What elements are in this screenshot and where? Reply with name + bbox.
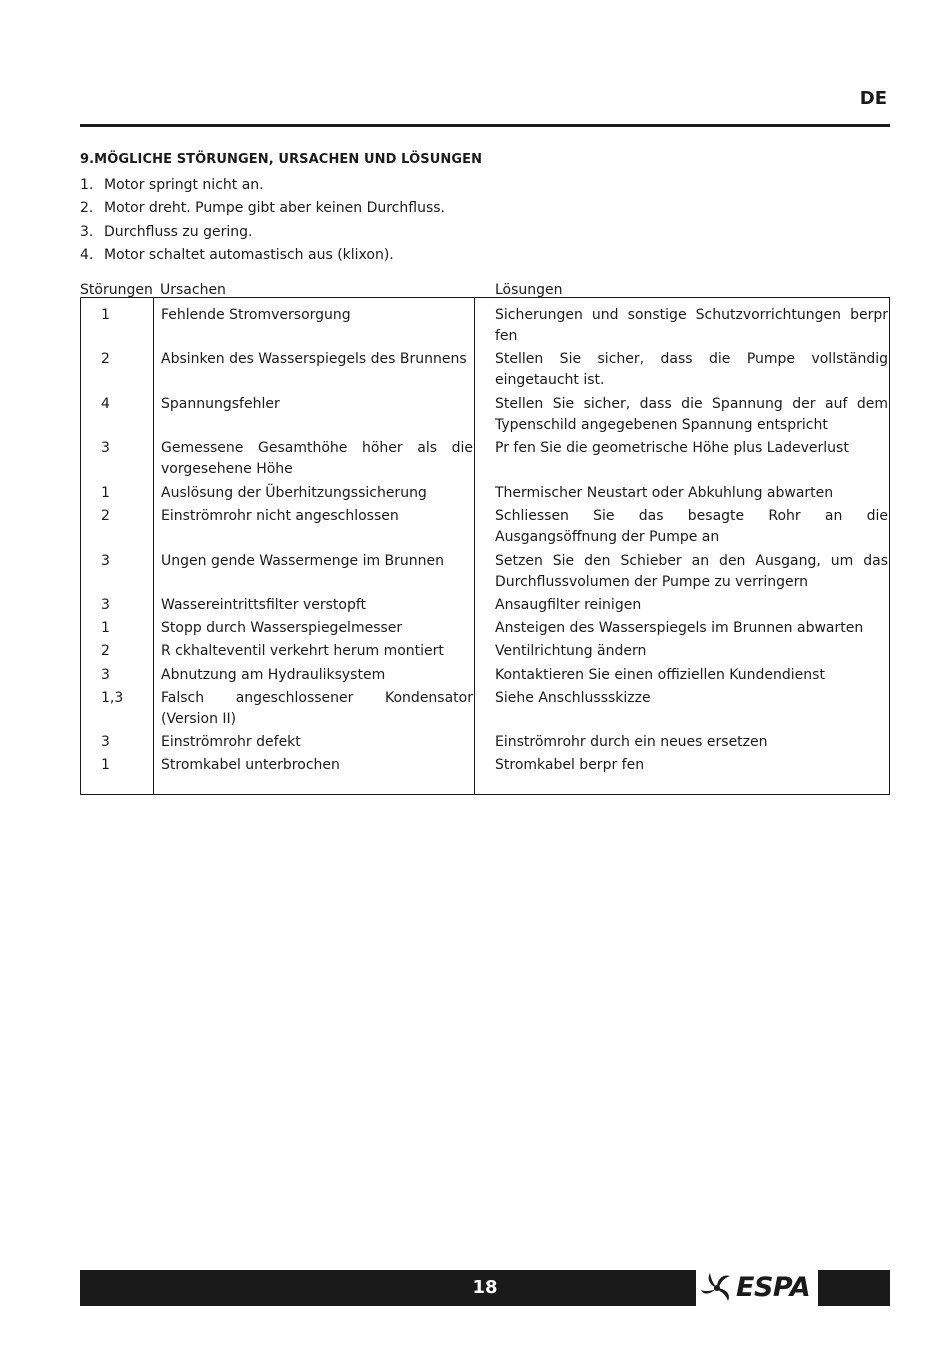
column-header-faults: Störungen — [80, 282, 153, 298]
brand-name: ESPA — [736, 1272, 811, 1303]
brand-logo — [696, 1270, 818, 1306]
cause-text: Stromkabel unterbrochen — [161, 757, 340, 773]
solution-text: Ventilrichtung ändern — [495, 643, 647, 659]
cause-text: Fehlende Stromversorgung — [161, 307, 351, 323]
page-number: 18 — [472, 1277, 498, 1298]
solution-text: Pr fen Sie die geometrische Höhe plus Ladeverlust — [495, 440, 849, 456]
solution-text: Ansaugfilter reinigen — [495, 597, 642, 613]
cause-text: Absinken des Wasserspiegels des Brunnens — [161, 351, 467, 367]
fault-number: 1 — [101, 307, 110, 323]
solution-text: Setzen Sie den Schieber an den Ausgang, um das Durchflussvolumen der Pumpe zu verringern — [495, 553, 888, 590]
footer-bar — [80, 1270, 890, 1306]
solution-text: Kontaktieren Sie einen offiziellen Kundendienst — [495, 667, 825, 683]
cause-text: Einströmrohr defekt — [161, 734, 301, 750]
fault-number: 3 — [101, 734, 110, 750]
fault-list — [80, 175, 445, 268]
fault-number: 2 — [101, 351, 110, 367]
column-header-causes: Ursachen — [160, 282, 226, 298]
fault-number: 1 — [101, 757, 110, 773]
fault-number: 2 — [101, 508, 110, 524]
language-code: DE — [859, 88, 887, 109]
list-item-number: 2. — [80, 200, 94, 217]
fault-number: 1,3 — [101, 690, 124, 706]
cause-text: Ungen gende Wassermenge im Brunnen — [161, 553, 445, 569]
section-heading: 9.MÖGLICHE STÖRUNGEN, URSACHEN UND LÖSUNGEN — [80, 152, 483, 167]
list-item — [80, 245, 445, 268]
cause-text: Einströmrohr nicht angeschlossen — [161, 508, 399, 524]
solution-text: Ansteigen des Wasserspiegels im Brunnen abwarten — [495, 620, 864, 636]
list-item-number: 1. — [80, 177, 94, 193]
solution-text: Sicherungen und sonstige Schutzvorrichtungen berpr fen — [495, 307, 888, 344]
cause-text: Gemessene Gesamthöhe höher als die vorgesehene Höhe — [161, 440, 473, 477]
cause-text: Stopp durch Wasserspiegelmesser — [161, 620, 403, 636]
troubleshooting-table — [80, 297, 890, 795]
column-header-solutions: Lösungen — [495, 282, 563, 298]
fault-number: 3 — [101, 597, 110, 613]
solution-text: Einströmrohr durch ein neues ersetzen — [495, 734, 768, 750]
column-divider — [153, 298, 154, 794]
fault-number: 1 — [101, 620, 110, 636]
fault-number: 3 — [101, 667, 110, 683]
fault-number: 3 — [101, 553, 110, 569]
list-item-number: 3. — [80, 223, 94, 240]
cause-text: Wassereintrittsfilter verstopft — [161, 597, 367, 613]
cause-text: Falsch angeschlossener Kondensator (Version II) — [161, 690, 473, 727]
solution-text: Thermischer Neustart oder Abkuhlung abwarten — [495, 485, 834, 501]
solution-text: Siehe Anschlussskizze — [495, 690, 651, 706]
header-rule — [80, 124, 890, 127]
cause-text: Spannungsfehler — [161, 396, 280, 412]
list-item — [80, 175, 445, 198]
cause-text: R ckhalteventil verkehrt herum montiert — [161, 643, 444, 659]
list-item-text: Durchfluss zu gering. — [104, 223, 253, 240]
espa-swirl-logo-icon — [700, 1272, 734, 1304]
solution-text: Stromkabel berpr fen — [495, 757, 645, 773]
list-item — [80, 198, 445, 221]
solution-text: Stellen Sie sicher, dass die Spannung der auf dem Typenschild angegebenen Spannung entspricht — [495, 396, 888, 433]
fault-number: 2 — [101, 643, 110, 659]
list-item-text: Motor dreht. Pumpe gibt aber keinen Durchfluss. — [104, 200, 445, 217]
list-item — [80, 222, 445, 245]
solution-text: Stellen Sie sicher, dass die Pumpe vollständig eingetaucht ist. — [495, 351, 888, 388]
fault-number: 4 — [101, 396, 110, 412]
cause-text: Abnutzung am Hydrauliksystem — [161, 667, 386, 683]
fault-number: 3 — [101, 440, 110, 456]
cause-text: Auslösung der Überhitzungssicherung — [161, 485, 427, 501]
fault-number: 1 — [101, 485, 110, 501]
list-item-number: 4. — [80, 246, 94, 263]
list-item-text: Motor springt nicht an. — [104, 177, 264, 193]
list-item-text: Motor schaltet automastisch aus (klixon). — [104, 246, 394, 263]
solution-text: Schliessen Sie das besagte Rohr an die Ausgangsöffnung der Pumpe an — [495, 508, 888, 545]
column-divider — [474, 298, 475, 794]
